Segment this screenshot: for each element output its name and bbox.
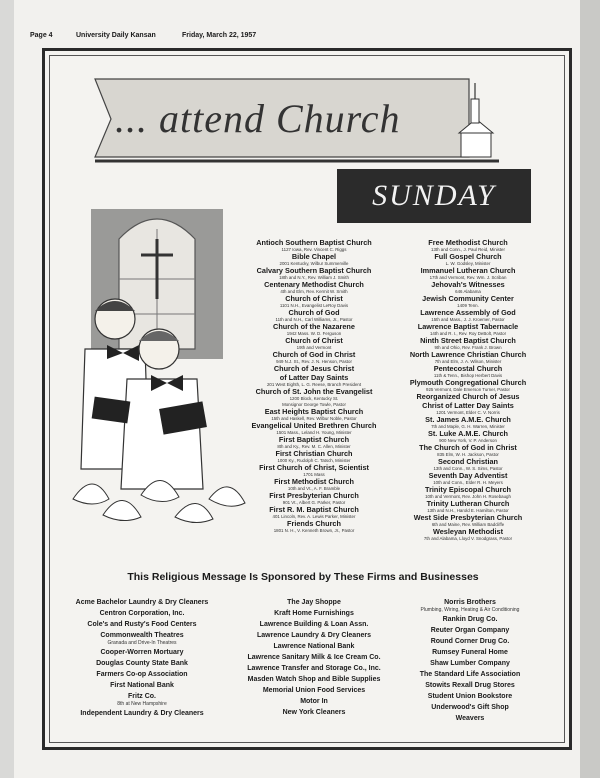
church-entry <box>393 295 543 308</box>
sponsor-entry-detail: 8th at New Hampshire <box>117 701 167 707</box>
sunday-heading: SUNDAY <box>337 169 531 223</box>
church-entry <box>239 408 389 421</box>
church-entry-name: Trinity Lutheran Church <box>426 499 510 508</box>
sponsor-entry-name: Cooper-Worren Mortuary <box>100 649 184 656</box>
church-entry-name: Reorganized Church of Jesus <box>416 392 520 401</box>
church-entry <box>393 253 543 266</box>
church-entry <box>239 464 389 477</box>
church-entry-detail: 11th & Tenn., Bishop Herbert Davis <box>433 373 503 378</box>
church-entry <box>393 281 543 294</box>
church-entry-name: Church of God <box>288 308 340 317</box>
church-entry <box>393 267 543 280</box>
church-entry-detail: 1127 Iowa, Rev. Vincent C. Riggs <box>281 247 347 252</box>
sponsor-entry-name: First National Bank <box>110 682 174 689</box>
sponsor-entry-name: Rumsey Funeral Home <box>432 649 508 656</box>
church-entry <box>393 337 543 350</box>
church-entry <box>393 351 543 364</box>
sponsor-entry-name: Stowits Rexall Drug Stores <box>425 682 515 689</box>
church-entry-detail: 8th and Ky., Rev. M. C. Allen, Minister <box>277 444 351 449</box>
sponsor-entry-detail: Plumbing, Wiring, Heating & Air Conditioning <box>420 607 520 613</box>
page-header <box>30 32 560 44</box>
church-entry-detail: Monsignor George Towle, Pastor <box>282 402 346 407</box>
sponsor-entry <box>53 671 231 679</box>
church-entry <box>239 281 389 294</box>
sponsor-entry-name: Reuter Organ Company <box>430 627 510 634</box>
church-entry-name: Church of Jesus Christ <box>273 364 355 373</box>
church-entry-detail: 1942 Mass. W. D. Ferguson <box>286 331 342 336</box>
church-entry-detail: 10th and Vermont, Rev. John H. Rosebaugh <box>425 494 511 499</box>
sponsor-entry-name: Lawrence Building & Loan Assn. <box>259 621 369 628</box>
church-entry <box>393 444 543 457</box>
church-entry-name: Pentecostal Church <box>433 364 503 373</box>
church-entry <box>239 478 389 491</box>
sponsor-entry-detail: Granada and Drive-In Theatres <box>107 640 177 646</box>
sponsor-entry-name: Round Corner Drug Co. <box>430 638 510 645</box>
sponsor-entry-name: Rankin Drug Co. <box>442 616 498 623</box>
church-entry-name: St. Luke A.M.E. Church <box>427 429 508 438</box>
newspaper-page <box>14 0 580 778</box>
church-entry-name: West Side Presbyterian Church <box>413 513 523 522</box>
church-entry <box>239 365 389 373</box>
church-entry-name: First Baptist Church <box>278 435 350 444</box>
sponsor-entry <box>53 693 231 707</box>
church-entry-name: Friends Church <box>287 519 341 528</box>
church-entry-name: Church of Christ <box>285 294 343 303</box>
sponsor-entry <box>385 715 555 723</box>
church-entry-detail: L. W. Godsley, Minister <box>445 261 491 266</box>
sponsor-entry-name: Fritz Co. <box>128 693 156 700</box>
church-entry <box>239 323 389 336</box>
church-entry-name: Centenary Methodist Church <box>264 280 364 289</box>
church-entry-detail: 1801 N. H., V. Kenneth Brown, Jr., Pastor <box>273 528 355 533</box>
church-entry-detail: 949 N.J. St., Rev. J. N. Henson, Pastor <box>276 359 352 364</box>
sponsor-list-1 <box>53 599 231 721</box>
church-entry-detail: 1501 Mass., Leland H. Young, Minister <box>276 430 352 435</box>
church-entry-name: The Church of God in Christ <box>419 443 517 452</box>
lily-flowers <box>73 480 245 522</box>
church-entry-name: Jewish Community Center <box>422 294 514 303</box>
sponsor-entry <box>53 710 231 718</box>
sponsor-entry <box>385 704 555 712</box>
sponsor-entry <box>385 682 555 690</box>
sponsor-entry <box>239 599 389 607</box>
church-entry-detail: 925 Vermont, Dale Emerson Turner, Pastor <box>426 387 510 392</box>
banner-title: ... attend Church <box>115 96 401 141</box>
church-entry-detail: 10th and Vt., A. F. Bramble <box>287 486 341 491</box>
church-entry-detail: 15th and Haskell, Rev. Wilbur Noble, Pastor <box>271 416 357 421</box>
church-entry-detail: 19th and Vermont <box>296 345 332 350</box>
church-entry <box>393 514 543 527</box>
church-entry <box>393 239 543 252</box>
sponsor-entry <box>53 621 231 629</box>
church-entry-detail: 6th and Maine, Rev. William Badcliffe <box>431 522 505 527</box>
church-entry <box>393 323 543 336</box>
sponsor-entry-name: Lawrence Sanitary Milk & Ice Cream Co. <box>247 654 381 661</box>
church-entry <box>393 458 543 471</box>
church-entry <box>393 365 543 378</box>
sponsor-entry <box>53 660 231 668</box>
church-entry-detail: 13th and Conn., J. Paul Reid, Minister <box>431 247 505 252</box>
sponsor-entry-name: Kraft Home Furnishings <box>274 610 354 617</box>
church-entry <box>239 436 389 449</box>
church-entry-detail: 2001 Kentucky, Wilbur Summerville <box>279 261 349 266</box>
sponsor-entry <box>239 632 389 640</box>
sponsor-entry-name: Centron Corporation, Inc. <box>99 610 185 617</box>
sponsor-entry-name: Lawrence Transfer and Storage Co., Inc. <box>247 665 381 672</box>
church-entry-detail: 14th and R. I., Rev. Roy DeBolt, Pastor <box>429 331 507 336</box>
church-list-right <box>393 239 543 542</box>
church-entry-detail: 900 New York, V. P. Anderson <box>439 438 497 443</box>
church-entry-name: Church of St. John the Evangelist <box>255 387 373 396</box>
church-entry-detail: 10th and Conn., Elder R. H. Meyers <box>433 480 503 485</box>
sponsor-entry <box>239 654 389 662</box>
sponsor-entry <box>385 627 555 635</box>
church-entry-detail: 4th and Elm, Rev. Kermit W. Smith <box>280 289 348 294</box>
church-entry-detail: 1409 Tenn. <box>457 303 479 308</box>
church-entry-detail: 7th and Alabama, Lloyd V. Snodgrass, Pastor <box>423 536 513 541</box>
sponsor-entry <box>53 632 231 646</box>
church-entry-name: Plymouth Congregational Church <box>409 378 527 387</box>
church-entry <box>393 402 543 415</box>
sponsor-list-3 <box>385 599 555 726</box>
church-entry <box>393 430 543 443</box>
sponsor-entry <box>385 693 555 701</box>
sponsor-entry <box>385 649 555 657</box>
church-entry <box>239 492 389 505</box>
church-entry-name: Antioch Southern Baptist Church <box>256 238 372 247</box>
sponsor-entry <box>385 638 555 646</box>
church-entry <box>239 374 389 387</box>
sponsor-entry <box>53 610 231 618</box>
sponsor-entry-name: Lawrence Laundry & Dry Cleaners <box>257 632 371 639</box>
church-entry-detail: 13th and Conn., W. S. Sims, Pastor <box>433 466 503 471</box>
church-entry-detail: 201 West Eighth, L. G. Reese, Branch President <box>266 382 362 387</box>
church-entry-name: Second Christian <box>437 457 498 466</box>
sponsor-entry-name: Douglas County State Bank <box>96 660 188 667</box>
church-entry <box>239 351 389 364</box>
church-entry-detail: 17th and Vermont, Rev. Wm. J. Scriban <box>429 275 507 280</box>
church-entry-detail: 901 Vt., Albert G. Parker, Pastor <box>282 500 346 505</box>
sponsor-entry <box>239 698 389 706</box>
church-entry-detail: 13th and N.H., Harold E. Hamilton, Pastor <box>427 508 509 513</box>
church-entry-name: First R. M. Baptist Church <box>269 505 359 514</box>
church-entry-detail: 18th and N.Y., Rev. William J. Smith <box>279 275 349 280</box>
sponsor-entry-name: Underwood's Gift Shop <box>431 704 509 711</box>
sponsor-entry-name: Lawrence National Bank <box>273 643 355 650</box>
church-entry <box>393 472 543 485</box>
church-entry-name: East Heights Baptist Church <box>264 407 364 416</box>
church-entry <box>239 253 389 266</box>
sponsor-entry <box>53 682 231 690</box>
sponsor-entry-name: Motor In <box>300 698 328 705</box>
church-entry <box>239 239 389 252</box>
sponsor-entry-name: Farmers Co-op Association <box>96 671 188 678</box>
sponsor-entry-name: Cole's and Rusty's Food Centers <box>87 621 197 628</box>
church-entry-name: First Christian Church <box>275 449 353 458</box>
sponsor-entry <box>53 649 231 657</box>
sponsor-entry-name: Memorial Union Food Services <box>262 687 366 694</box>
church-entry-name: Immanuel Lutheran Church <box>420 266 516 275</box>
sponsor-entry <box>239 676 389 684</box>
issue-date: Friday, March 22, 1957 <box>182 32 257 39</box>
church-entry-name: Church of Christ <box>285 336 343 345</box>
sponsor-entry-name: The Jay Shoppe <box>287 599 341 606</box>
sponsor-title: This Religious Message Is Sponsored by These Firms and Businesses <box>127 571 479 583</box>
church-entry-detail: 835 Elm, W. H. Jackson, Pastor <box>437 452 499 457</box>
church-entry <box>393 309 543 322</box>
church-entry <box>239 267 389 280</box>
church-entry <box>393 416 543 429</box>
church-entry-name: Trinity Episcopal Church <box>425 485 511 494</box>
church-entry-detail: 1200 Block, Kentucky St. <box>289 396 339 401</box>
church-entry-name: North Lawrence Christian Church <box>409 350 527 359</box>
church-entry-name: Ninth Street Baptist Church <box>420 336 516 345</box>
church-entry-name: Lawrence Baptist Tabernacle <box>417 322 519 331</box>
sponsor-entry <box>239 687 389 695</box>
church-entry-name: Seventh Day Adventist <box>428 471 508 480</box>
church-entry-detail: 9th and Ohio, Rev. Frank J. Brown <box>434 345 502 350</box>
church-entry-name: Evangelical United Brethren Church <box>251 421 377 430</box>
sponsor-entry <box>385 599 555 613</box>
church-entry <box>393 500 543 513</box>
sponsor-entry-name: Acme Bachelor Laundry & Dry Cleaners <box>75 599 209 606</box>
church-entry <box>393 486 543 499</box>
church-entry-name: St. James A.M.E. Church <box>425 415 511 424</box>
sponsor-entry-name: Commonwealth Theatres <box>100 632 184 639</box>
church-entry-name: Bible Chapel <box>291 252 337 261</box>
church-entry-name: Wesleyan Methodist <box>432 527 503 536</box>
church-entry-name: Calvary Southern Baptist Church <box>256 266 372 275</box>
church-entry-name: First Presbyterian Church <box>269 491 359 500</box>
church-entry-name: Church of God in Christ <box>272 350 356 359</box>
sponsor-entry <box>239 709 389 717</box>
church-entry <box>239 450 389 463</box>
choir-boys-illustration <box>63 199 255 529</box>
church-entry <box>239 295 389 308</box>
church-entry-name: Full Gospel Church <box>434 252 502 261</box>
church-entry <box>239 337 389 350</box>
church-entry-detail: 1000 Ky., Rudolph C. Tatsch, Minister <box>277 458 351 463</box>
church-entry <box>393 393 543 401</box>
church-entry-detail: 646 Alabama <box>455 289 481 294</box>
church-entry-detail: 7th and Maple, G. H. Warren, Minister <box>431 424 505 429</box>
church-entry <box>239 388 389 401</box>
church-entry-name: First Church of Christ, Scientist <box>259 463 369 472</box>
church-entry-name: Jehovah's Witnesses <box>431 280 505 289</box>
church-entry-name: Free Methodist Church <box>428 238 508 247</box>
church-entry-name: Church of the Nazarene <box>273 322 355 331</box>
sponsor-entry <box>385 660 555 668</box>
church-entry-detail: 401 Lincoln, Rev. A. Lewis Parker, Minister <box>272 514 356 519</box>
sponsor-entry-name: New York Cleaners <box>282 709 346 716</box>
church-entry-name: Christ of Latter Day Saints <box>422 401 514 410</box>
church-entry-detail: 1101 N.H., Evangelist LeRoy Davis <box>279 303 349 308</box>
church-entry <box>239 309 389 322</box>
sponsor-entry <box>239 610 389 618</box>
sponsor-entry-name: The Standard Life Association <box>419 671 521 678</box>
church-entry-detail: 1201 Vermont, Elder C. V. Norris <box>436 410 500 415</box>
sponsor-entry-name: Masden Watch Shop and Bible Supplies <box>247 676 381 683</box>
sponsor-entry <box>239 643 389 651</box>
church-entry-detail: 15th and Mass., J. J. Kroemer, Pastor <box>431 317 505 322</box>
church-entry-detail: 11th and N.H., Carl Williams, Jr., Pastor <box>275 317 353 322</box>
sponsor-entry-name: Norris Brothers <box>444 599 496 606</box>
church-entry <box>239 422 389 435</box>
church-entry-name: of Latter Day Saints <box>279 373 349 382</box>
sponsor-entry <box>385 616 555 624</box>
church-entry <box>239 506 389 519</box>
sponsor-entry <box>53 599 231 607</box>
ad-frame <box>42 48 572 750</box>
page-number: Page 4 <box>30 32 53 39</box>
sponsor-entry <box>239 621 389 629</box>
church-entry-detail: 1701 Mass <box>303 472 325 477</box>
sponsor-entry-name: Student Union Bookstore <box>427 693 513 700</box>
sponsor-entry-name: Weavers <box>455 715 485 722</box>
church-entry <box>239 520 389 533</box>
adjacent-page-edge <box>580 0 600 778</box>
paper-name: University Daily Kansan <box>76 32 156 39</box>
church-entry <box>393 379 543 392</box>
church-entry-name: Lawrence Assembly of God <box>420 308 516 317</box>
church-entry-detail: 7th and Elm, J. A. Wilson, Minister <box>434 359 502 364</box>
sponsor-list-2 <box>239 599 389 720</box>
sponsor-entry <box>385 671 555 679</box>
sponsor-entry-name: Independent Laundry & Dry Cleaners <box>80 710 204 717</box>
church-entry <box>393 528 543 541</box>
church-entry-name: First Methodist Church <box>274 477 354 486</box>
sponsor-entry-name: Shaw Lumber Company <box>430 660 510 667</box>
church-list-left <box>239 239 389 534</box>
sponsor-entry <box>239 665 389 673</box>
